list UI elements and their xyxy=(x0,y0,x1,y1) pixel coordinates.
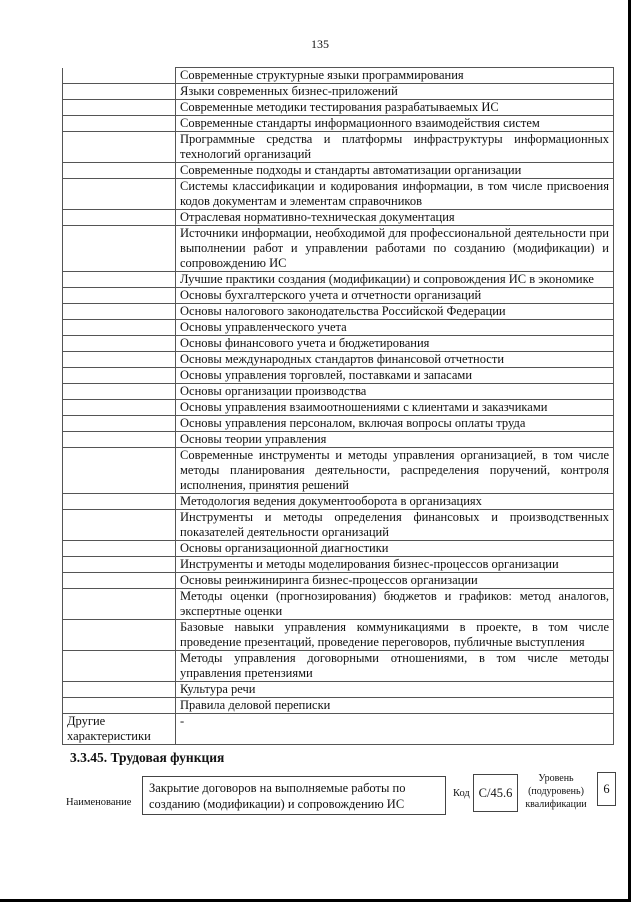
knowledge-item: Инструменты и методы определения финансовых и производственных показателей деятельности организаций xyxy=(176,510,614,541)
section-title: 3.3.45. Трудовая функция xyxy=(70,750,225,765)
table-row xyxy=(63,288,614,304)
knowledge-item: Источники информации, необходимой для профессиональной деятельности при выполнении работ и управлении работами по созданию (модификации) и сопровождению ИС xyxy=(176,226,614,272)
row-label-cell xyxy=(63,320,176,336)
row-label-cell xyxy=(63,352,176,368)
row-label-cell xyxy=(63,210,176,226)
table-row xyxy=(63,132,614,163)
knowledge-item: Современные инструменты и методы управления организацией, в том числе методы планирования деятельности, распределения поручений, контроля исполнения, принятия решений xyxy=(176,448,614,494)
table-row xyxy=(63,432,614,448)
table-row xyxy=(63,352,614,368)
knowledge-item: Современные структурные языки программирования xyxy=(176,68,614,84)
row-label-cell xyxy=(63,304,176,320)
table-row-other xyxy=(63,714,614,745)
table-row xyxy=(63,272,614,288)
code-label: Код xyxy=(453,788,470,799)
table-row xyxy=(63,68,614,84)
row-label-cell xyxy=(63,368,176,384)
row-label-cell xyxy=(63,400,176,416)
row-label-cell xyxy=(63,510,176,541)
knowledge-item: Современные стандарты информационного взаимодействия систем xyxy=(176,116,614,132)
table-row xyxy=(63,116,614,132)
knowledge-item: Культура речи xyxy=(176,682,614,698)
row-label-cell xyxy=(63,589,176,620)
knowledge-item: Основы организационной диагностики xyxy=(176,541,614,557)
knowledge-item: Основы международных стандартов финансовой отчетности xyxy=(176,352,614,368)
table-row xyxy=(63,448,614,494)
other-characteristics-label: Другие характеристики xyxy=(63,714,176,745)
table-row xyxy=(63,210,614,226)
table-row xyxy=(63,589,614,620)
table-row xyxy=(63,698,614,714)
knowledge-item: Системы классификации и кодирования информации, в том числе присвоения кодов документам и элементам справочников xyxy=(176,179,614,210)
row-label-cell xyxy=(63,448,176,494)
table-row xyxy=(63,620,614,651)
row-label-cell xyxy=(63,620,176,651)
row-label-cell xyxy=(63,384,176,400)
table-row xyxy=(63,416,614,432)
knowledge-item: Основы налогового законодательства Российской Федерации xyxy=(176,304,614,320)
table-row xyxy=(63,179,614,210)
qualification-level-field: 6 xyxy=(597,772,616,806)
row-label-cell xyxy=(63,682,176,698)
table-row xyxy=(63,541,614,557)
row-label-cell xyxy=(63,226,176,272)
name-label: Наименование xyxy=(66,797,132,808)
knowledge-item: Методология ведения документооборота в организациях xyxy=(176,494,614,510)
row-label-cell xyxy=(63,416,176,432)
knowledge-item: Инструменты и методы моделирования бизнес-процессов организации xyxy=(176,557,614,573)
table-row xyxy=(63,400,614,416)
knowledge-item: Основы организации производства xyxy=(176,384,614,400)
table-row xyxy=(63,84,614,100)
table-row xyxy=(63,384,614,400)
table-row xyxy=(63,320,614,336)
row-label-cell xyxy=(63,100,176,116)
row-label-cell xyxy=(63,494,176,510)
knowledge-item: Основы теории управления xyxy=(176,432,614,448)
row-label-cell xyxy=(63,651,176,682)
row-label-cell xyxy=(63,557,176,573)
table-row xyxy=(63,368,614,384)
table-row xyxy=(63,494,614,510)
knowledge-item: Основы финансового учета и бюджетирования xyxy=(176,336,614,352)
row-label-cell xyxy=(63,116,176,132)
table-row xyxy=(63,557,614,573)
knowledge-item: Основы управленческого учета xyxy=(176,320,614,336)
knowledge-item: Основы реинжиниринга бизнес-процессов организации xyxy=(176,573,614,589)
function-code-field: C/45.6 xyxy=(473,774,518,812)
knowledge-item: Базовые навыки управления коммуникациями в проекте, в том числе проведение презентаций, проведение переговоров, публичные выступления xyxy=(176,620,614,651)
knowledge-item: Современные методики тестирования разрабатываемых ИС xyxy=(176,100,614,116)
knowledge-item: Программные средства и платформы инфраструктуры информационных технологий организаций xyxy=(176,132,614,163)
table-row xyxy=(63,304,614,320)
knowledge-item: Языки современных бизнес-приложений xyxy=(176,84,614,100)
level-label: Уровень (подуровень) квалификации xyxy=(525,773,587,810)
row-label-cell xyxy=(63,541,176,557)
row-label-cell xyxy=(63,84,176,100)
function-name-field: Закрытие договоров на выполняемые работы по созданию (модификации) и сопровождению ИС xyxy=(142,776,446,815)
table-row xyxy=(63,336,614,352)
table-row xyxy=(63,226,614,272)
row-label-cell xyxy=(63,163,176,179)
row-label-cell xyxy=(63,573,176,589)
row-label-cell xyxy=(63,698,176,714)
other-characteristics-value: - xyxy=(176,714,614,745)
knowledge-item: Современные подходы и стандарты автоматизации организации xyxy=(176,163,614,179)
table-row xyxy=(63,163,614,179)
row-label-cell xyxy=(63,272,176,288)
table-row xyxy=(63,682,614,698)
knowledge-item: Основы управления взаимоотношениями с клиентами и заказчиками xyxy=(176,400,614,416)
knowledge-table xyxy=(62,67,614,745)
knowledge-item: Основы управления торговлей, поставками и запасами xyxy=(176,368,614,384)
knowledge-item: Лучшие практики создания (модификации) и сопровождения ИС в экономике xyxy=(176,272,614,288)
knowledge-item: Правила деловой переписки xyxy=(176,698,614,714)
knowledge-item: Методы оценки (прогнозирования) бюджетов и графиков: метод аналогов, экспертные оценки xyxy=(176,589,614,620)
row-label-cell xyxy=(63,432,176,448)
table-row xyxy=(63,510,614,541)
knowledge-item: Основы бухгалтерского учета и отчетности организаций xyxy=(176,288,614,304)
page-number: 135 xyxy=(311,37,329,51)
knowledge-item: Основы управления персоналом, включая вопросы оплаты труда xyxy=(176,416,614,432)
row-label-cell xyxy=(63,68,176,84)
row-label-cell xyxy=(63,336,176,352)
table-row xyxy=(63,100,614,116)
knowledge-item: Отраслевая нормативно-техническая документация xyxy=(176,210,614,226)
table-row xyxy=(63,651,614,682)
row-label-cell xyxy=(63,132,176,163)
table-row xyxy=(63,573,614,589)
row-label-cell xyxy=(63,288,176,304)
row-label-cell xyxy=(63,179,176,210)
knowledge-item: Методы управления договорными отношениями, в том числе методы управления претензиями xyxy=(176,651,614,682)
